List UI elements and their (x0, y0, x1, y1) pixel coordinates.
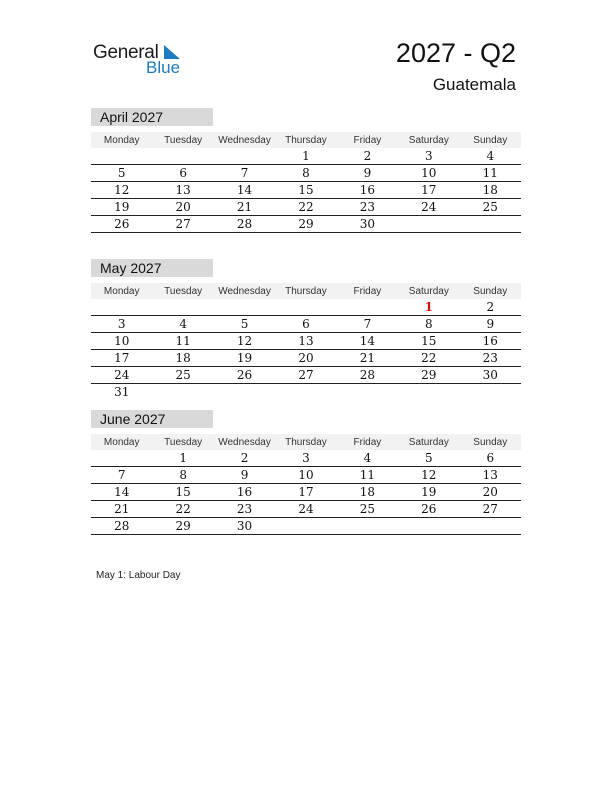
month-june (91, 410, 521, 535)
weekday-header: Wednesday (214, 434, 275, 450)
day-cell: 12 (91, 182, 152, 199)
weekday-header: Friday (337, 434, 398, 450)
day-cell: 6 (152, 165, 213, 182)
empty-day-cell (337, 384, 398, 401)
day-cell: 16 (337, 182, 398, 199)
day-cell: 27 (275, 367, 336, 384)
empty-day-cell (91, 299, 152, 316)
day-cell: 20 (460, 484, 521, 501)
day-cell: 11 (152, 333, 213, 350)
day-cell: 10 (398, 165, 459, 182)
day-cell: 24 (91, 367, 152, 384)
day-cell: 4 (460, 148, 521, 165)
empty-day-cell (152, 148, 213, 165)
day-cell: 19 (398, 484, 459, 501)
weekday-header: Wednesday (214, 132, 275, 148)
day-cell: 11 (337, 467, 398, 484)
day-cell: 5 (398, 450, 459, 467)
empty-day-cell (152, 384, 213, 401)
logo-text-general: General (93, 42, 159, 63)
day-cell: 18 (460, 182, 521, 199)
empty-day-cell (214, 148, 275, 165)
weekday-header: Saturday (398, 434, 459, 450)
empty-day-cell (275, 518, 336, 535)
day-cell: 7 (91, 467, 152, 484)
day-cell: 17 (91, 350, 152, 367)
empty-day-cell (275, 384, 336, 401)
day-cell: 8 (275, 165, 336, 182)
month-label: May 2027 (91, 259, 213, 277)
day-cell: 25 (460, 199, 521, 216)
day-cell: 26 (398, 501, 459, 518)
day-cell: 3 (91, 316, 152, 333)
empty-day-cell (460, 384, 521, 401)
calendar-table (91, 434, 521, 535)
day-cell: 21 (214, 199, 275, 216)
day-cell: 23 (460, 350, 521, 367)
day-cell: 21 (91, 501, 152, 518)
week-row (91, 148, 521, 165)
week-row (91, 316, 521, 333)
month-april (91, 108, 521, 233)
day-cell: 4 (152, 316, 213, 333)
weekday-header: Tuesday (152, 283, 213, 299)
day-cell: 12 (398, 467, 459, 484)
empty-day-cell (214, 384, 275, 401)
empty-day-cell (152, 299, 213, 316)
day-cell: 5 (91, 165, 152, 182)
empty-day-cell (91, 148, 152, 165)
day-cell: 8 (152, 467, 213, 484)
weekday-header-row (91, 434, 521, 450)
weekday-header: Monday (91, 434, 152, 450)
calendar-table (91, 132, 521, 233)
day-cell: 1 (275, 148, 336, 165)
country-name: Guatemala (432, 75, 516, 94)
weekday-header: Sunday (460, 283, 521, 299)
day-cell: 20 (152, 199, 213, 216)
day-cell: 14 (214, 182, 275, 199)
day-cell: 26 (91, 216, 152, 233)
day-cell: 27 (460, 501, 521, 518)
day-cell: 19 (91, 199, 152, 216)
day-cell: 18 (152, 350, 213, 367)
empty-day-cell (337, 518, 398, 535)
day-cell: 31 (114, 385, 130, 399)
day-cell: 14 (337, 333, 398, 350)
day-cell: 14 (91, 484, 152, 501)
weekday-header-row (91, 283, 521, 299)
day-cell: 23 (214, 501, 275, 518)
weekday-header-row (91, 132, 521, 148)
day-cell: 6 (460, 450, 521, 467)
day-cell: 9 (337, 165, 398, 182)
day-cell: 3 (398, 148, 459, 165)
day-cell: 30 (214, 518, 275, 535)
holiday-day-cell: 1 (398, 299, 459, 316)
day-cell: 29 (398, 367, 459, 384)
day-cell: 9 (460, 316, 521, 333)
weekday-header: Friday (337, 132, 398, 148)
day-cell: 3 (275, 450, 336, 467)
empty-day-cell (398, 384, 459, 401)
day-cell: 9 (214, 467, 275, 484)
weekday-header: Thursday (275, 434, 336, 450)
day-cell: 24 (398, 199, 459, 216)
day-cell: 10 (91, 333, 152, 350)
weekday-header: Monday (91, 283, 152, 299)
day-cell: 5 (214, 316, 275, 333)
calendar-table (91, 283, 521, 400)
day-cell: 4 (337, 450, 398, 467)
week-row (91, 333, 521, 350)
week-row (91, 484, 521, 501)
day-cell: 28 (214, 216, 275, 233)
week-row (91, 299, 521, 316)
day-cell: 11 (460, 165, 521, 182)
day-cell: 15 (398, 333, 459, 350)
day-cell: 13 (275, 333, 336, 350)
day-cell: 27 (152, 216, 213, 233)
day-cell: 13 (152, 182, 213, 199)
empty-day-cell (91, 450, 152, 467)
weekday-header: Tuesday (152, 434, 213, 450)
week-row (91, 467, 521, 484)
weekday-header: Tuesday (152, 132, 213, 148)
day-cell: 24 (275, 501, 336, 518)
day-cell: 19 (214, 350, 275, 367)
logo-text-blue: Blue (146, 58, 181, 77)
day-cell: 20 (275, 350, 336, 367)
week-row (91, 199, 521, 216)
day-cell: 30 (337, 216, 398, 233)
page-title: 2027 - Q2 (395, 38, 516, 68)
day-cell: 23 (337, 199, 398, 216)
day-cell: 6 (275, 316, 336, 333)
week-row (91, 350, 521, 367)
week-row (91, 384, 521, 401)
empty-day-cell (214, 299, 275, 316)
day-cell: 1 (152, 450, 213, 467)
weekday-header: Sunday (460, 132, 521, 148)
day-cell: 17 (275, 484, 336, 501)
day-cell: 17 (398, 182, 459, 199)
week-row (91, 216, 521, 233)
day-cell: 21 (337, 350, 398, 367)
day-cell: 22 (152, 501, 213, 518)
day-cell: 29 (152, 518, 213, 535)
empty-day-cell (275, 299, 336, 316)
day-cell: 22 (275, 199, 336, 216)
day-cell: 16 (460, 333, 521, 350)
weekday-header: Wednesday (214, 283, 275, 299)
day-cell: 2 (214, 450, 275, 467)
day-cell: 28 (91, 518, 152, 535)
week-row (91, 518, 521, 535)
empty-day-cell (337, 299, 398, 316)
day-cell: 25 (337, 501, 398, 518)
empty-day-cell (398, 518, 459, 535)
day-cell: 2 (337, 148, 398, 165)
day-cell: 13 (460, 467, 521, 484)
day-cell: 10 (275, 467, 336, 484)
weekday-header: Thursday (275, 132, 336, 148)
day-cell: 18 (337, 484, 398, 501)
week-row (91, 367, 521, 384)
empty-day-cell (460, 518, 521, 535)
weekday-header: Sunday (460, 434, 521, 450)
month-label: June 2027 (91, 410, 213, 428)
empty-day-cell (398, 216, 459, 233)
day-cell: 15 (152, 484, 213, 501)
weekday-header: Thursday (275, 283, 336, 299)
day-cell: 7 (337, 316, 398, 333)
weekday-header: Monday (91, 132, 152, 148)
weekday-header: Saturday (398, 283, 459, 299)
weekday-header: Friday (337, 283, 398, 299)
week-row (91, 165, 521, 182)
day-cell: 28 (337, 367, 398, 384)
generalblue-logo (93, 40, 193, 80)
day-cell: 29 (275, 216, 336, 233)
holiday-note: May 1: Labour Day (96, 570, 181, 581)
day-cell: 2 (460, 299, 521, 316)
day-cell: 16 (214, 484, 275, 501)
month-label: April 2027 (91, 108, 213, 126)
week-row (91, 450, 521, 467)
day-cell: 8 (398, 316, 459, 333)
week-row (91, 182, 521, 199)
empty-day-cell (460, 216, 521, 233)
day-cell: 26 (214, 367, 275, 384)
day-cell: 15 (275, 182, 336, 199)
week-row (91, 501, 521, 518)
day-cell: 30 (460, 367, 521, 384)
weekday-header: Saturday (398, 132, 459, 148)
day-cell: 25 (152, 367, 213, 384)
day-cell: 22 (398, 350, 459, 367)
month-may (91, 259, 521, 400)
day-cell: 7 (214, 165, 275, 182)
day-cell: 12 (214, 333, 275, 350)
